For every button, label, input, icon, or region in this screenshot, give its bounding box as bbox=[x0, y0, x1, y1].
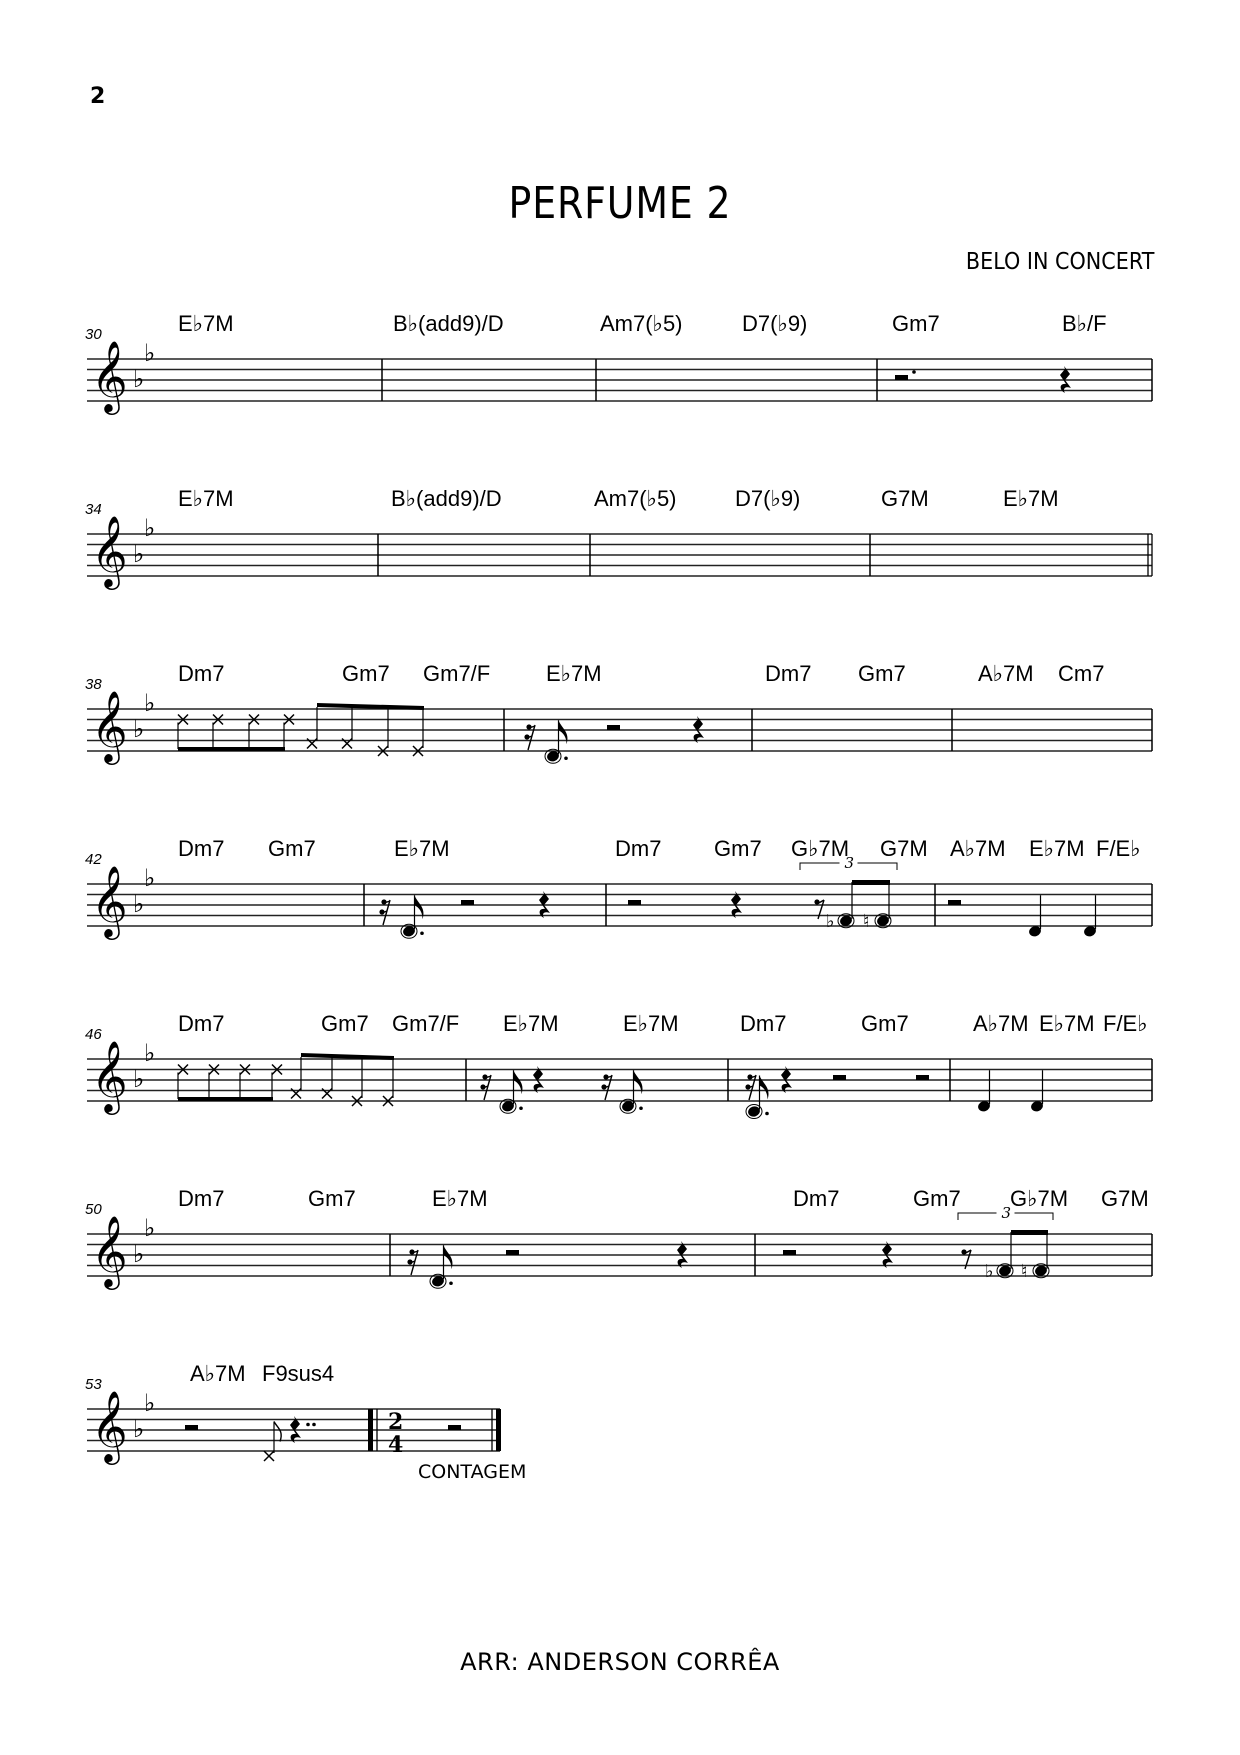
key-flat-e-icon: ♭ bbox=[144, 1039, 156, 1067]
chord-symbol: Gm7 bbox=[913, 1186, 961, 1211]
section-barline bbox=[368, 1409, 373, 1451]
chord-symbol: F/E♭ bbox=[1103, 1011, 1148, 1036]
half-rest-icon bbox=[185, 1425, 198, 1430]
chord-symbol: Gm7/F bbox=[423, 661, 491, 686]
chord-symbol: E♭7M bbox=[546, 661, 602, 686]
half-rest-icon bbox=[506, 1250, 519, 1255]
key-flat-b-icon: ♭ bbox=[133, 1065, 145, 1093]
staff-system bbox=[85, 1186, 1152, 1290]
chord-symbol: E♭7M bbox=[503, 1011, 559, 1036]
chord-symbol: G7M bbox=[881, 486, 929, 511]
dot-icon bbox=[449, 1281, 453, 1285]
half-rest-icon bbox=[607, 725, 620, 730]
chord-symbol: G♭7M bbox=[791, 836, 850, 861]
measure-number: 53 bbox=[85, 1376, 102, 1393]
beam bbox=[178, 1097, 273, 1101]
beam bbox=[178, 747, 285, 751]
chord-symbol: Am7(♭5) bbox=[600, 311, 683, 336]
chord-symbol: Dm7 bbox=[793, 1186, 840, 1211]
chord-symbol: Dm7 bbox=[178, 661, 225, 686]
chord-symbol: Gm7 bbox=[714, 836, 762, 861]
chord-symbol: D7(♭9) bbox=[742, 311, 808, 336]
key-flat-e-icon: ♭ bbox=[144, 1214, 156, 1242]
chord-symbol: Gm7 bbox=[858, 661, 906, 686]
dot-icon bbox=[912, 370, 916, 374]
staff-system bbox=[85, 311, 1152, 415]
chord-symbol: Gm7/F bbox=[392, 1011, 460, 1036]
natural-icon: ♮ bbox=[1021, 1260, 1028, 1282]
chord-symbol: Dm7 bbox=[615, 836, 662, 861]
chord-symbol: A♭7M bbox=[973, 1011, 1029, 1036]
chord-symbol: B♭(add9)/D bbox=[391, 486, 502, 511]
chord-symbol: Gm7 bbox=[321, 1011, 369, 1036]
x-notehead-icon bbox=[264, 1451, 274, 1461]
treble-clef-icon: 𝄞 bbox=[91, 1038, 128, 1112]
key-flat-b-icon: ♭ bbox=[133, 1240, 145, 1268]
chord-symbol: G7M bbox=[1101, 1186, 1149, 1211]
chord-symbol: E♭7M bbox=[1029, 836, 1085, 861]
tuplet-number: 3 bbox=[844, 854, 855, 872]
dot-icon bbox=[765, 1112, 769, 1116]
chord-symbol: E♭7M bbox=[432, 1186, 488, 1211]
measure-number: 42 bbox=[85, 851, 102, 868]
half-rest-icon bbox=[461, 900, 474, 905]
half-rest-icon bbox=[628, 900, 641, 905]
key-flat-b-icon: ♭ bbox=[133, 1415, 145, 1443]
beam bbox=[852, 880, 890, 885]
flag-icon bbox=[274, 1422, 281, 1442]
chord-symbol: Dm7 bbox=[740, 1011, 787, 1036]
chord-symbol: G♭7M bbox=[1010, 1186, 1069, 1211]
chord-symbol: Dm7 bbox=[765, 661, 812, 686]
staff-system bbox=[85, 661, 1152, 765]
treble-clef-icon: 𝄞 bbox=[91, 338, 128, 412]
chord-symbol: F/E♭ bbox=[1096, 836, 1141, 861]
half-rest-icon bbox=[895, 375, 908, 380]
dot-icon bbox=[639, 1106, 643, 1110]
dot-icon bbox=[519, 1106, 523, 1110]
time-signature-denominator: 4 bbox=[388, 1432, 404, 1458]
flat-icon: ♭ bbox=[826, 910, 835, 932]
key-flat-b-icon: ♭ bbox=[133, 890, 145, 918]
chord-symbol: A♭7M bbox=[190, 1361, 246, 1386]
chord-symbol: Gm7 bbox=[892, 311, 940, 336]
chord-symbol: A♭7M bbox=[950, 836, 1006, 861]
arranger-credit: ARR: ANDERSON CORRÊA bbox=[460, 1648, 780, 1676]
half-rest-icon bbox=[916, 1075, 929, 1080]
key-flat-e-icon: ♭ bbox=[144, 864, 156, 892]
dot-icon bbox=[306, 1423, 310, 1427]
treble-clef-icon: 𝄞 bbox=[91, 688, 128, 762]
chord-symbol: E♭7M bbox=[1003, 486, 1059, 511]
flat-icon: ♭ bbox=[985, 1260, 994, 1282]
key-flat-e-icon: ♭ bbox=[144, 689, 156, 717]
chord-symbol: Gm7 bbox=[861, 1011, 909, 1036]
song-title: PERFUME 2 bbox=[508, 178, 732, 229]
staff-system bbox=[85, 1011, 1152, 1119]
tuplet-number: 3 bbox=[1001, 1204, 1012, 1222]
natural-icon: ♮ bbox=[863, 910, 870, 932]
measure-number: 50 bbox=[85, 1201, 102, 1218]
half-rest-icon bbox=[783, 1250, 796, 1255]
chord-symbol: B♭(add9)/D bbox=[393, 311, 504, 336]
chord-symbol: E♭7M bbox=[1039, 1011, 1095, 1036]
key-flat-b-icon: ♭ bbox=[133, 540, 145, 568]
measure-number: 34 bbox=[85, 501, 102, 518]
chord-symbol: E♭7M bbox=[623, 1011, 679, 1036]
chord-symbol: Gm7 bbox=[308, 1186, 356, 1211]
dot-icon bbox=[420, 931, 424, 935]
treble-clef-icon: 𝄞 bbox=[91, 1213, 128, 1287]
half-rest-icon bbox=[833, 1075, 846, 1080]
chord-symbol: G7M bbox=[880, 836, 928, 861]
staff-system bbox=[85, 1361, 526, 1483]
key-flat-e-icon: ♭ bbox=[144, 1389, 156, 1417]
key-flat-b-icon: ♭ bbox=[133, 715, 145, 743]
chord-symbol: E♭7M bbox=[178, 311, 234, 336]
key-flat-e-icon: ♭ bbox=[144, 339, 156, 367]
chord-symbol: Gm7 bbox=[268, 836, 316, 861]
chord-symbol: B♭/F bbox=[1062, 311, 1107, 336]
staff-system bbox=[85, 486, 1152, 590]
key-flat-b-icon: ♭ bbox=[133, 365, 145, 393]
chord-symbol: Am7(♭5) bbox=[594, 486, 677, 511]
chord-symbol: Dm7 bbox=[178, 836, 225, 861]
time-signature-numerator: 2 bbox=[388, 1409, 404, 1435]
key-flat-e-icon: ♭ bbox=[144, 514, 156, 542]
chord-symbol: Gm7 bbox=[342, 661, 390, 686]
measure-number: 30 bbox=[85, 326, 102, 343]
chord-symbol: F9sus4 bbox=[262, 1361, 335, 1386]
flag-icon bbox=[760, 1076, 769, 1100]
song-subtitle: BELO IN CONCERT bbox=[965, 249, 1154, 275]
chord-symbol: Dm7 bbox=[178, 1186, 225, 1211]
treble-clef-icon: 𝄞 bbox=[91, 513, 128, 587]
chord-symbol: E♭7M bbox=[394, 836, 450, 861]
chord-symbol: Dm7 bbox=[178, 1011, 225, 1036]
page-number: 2 bbox=[90, 84, 106, 109]
chord-symbol: D7(♭9) bbox=[735, 486, 801, 511]
staff-system bbox=[85, 836, 1152, 940]
chord-symbol: E♭7M bbox=[178, 486, 234, 511]
chord-symbol: Cm7 bbox=[1058, 661, 1105, 686]
measure-number: 38 bbox=[85, 676, 102, 693]
beam bbox=[1011, 1230, 1048, 1235]
treble-clef-icon: 𝄞 bbox=[91, 863, 128, 937]
measure-number: 46 bbox=[85, 1026, 102, 1043]
section-annotation: CONTAGEM bbox=[418, 1461, 527, 1483]
treble-clef-icon: 𝄞 bbox=[91, 1388, 128, 1462]
dot-icon bbox=[564, 756, 568, 760]
half-rest-icon bbox=[948, 900, 961, 905]
half-rest-icon bbox=[448, 1425, 461, 1430]
chord-symbol: A♭7M bbox=[978, 661, 1034, 686]
